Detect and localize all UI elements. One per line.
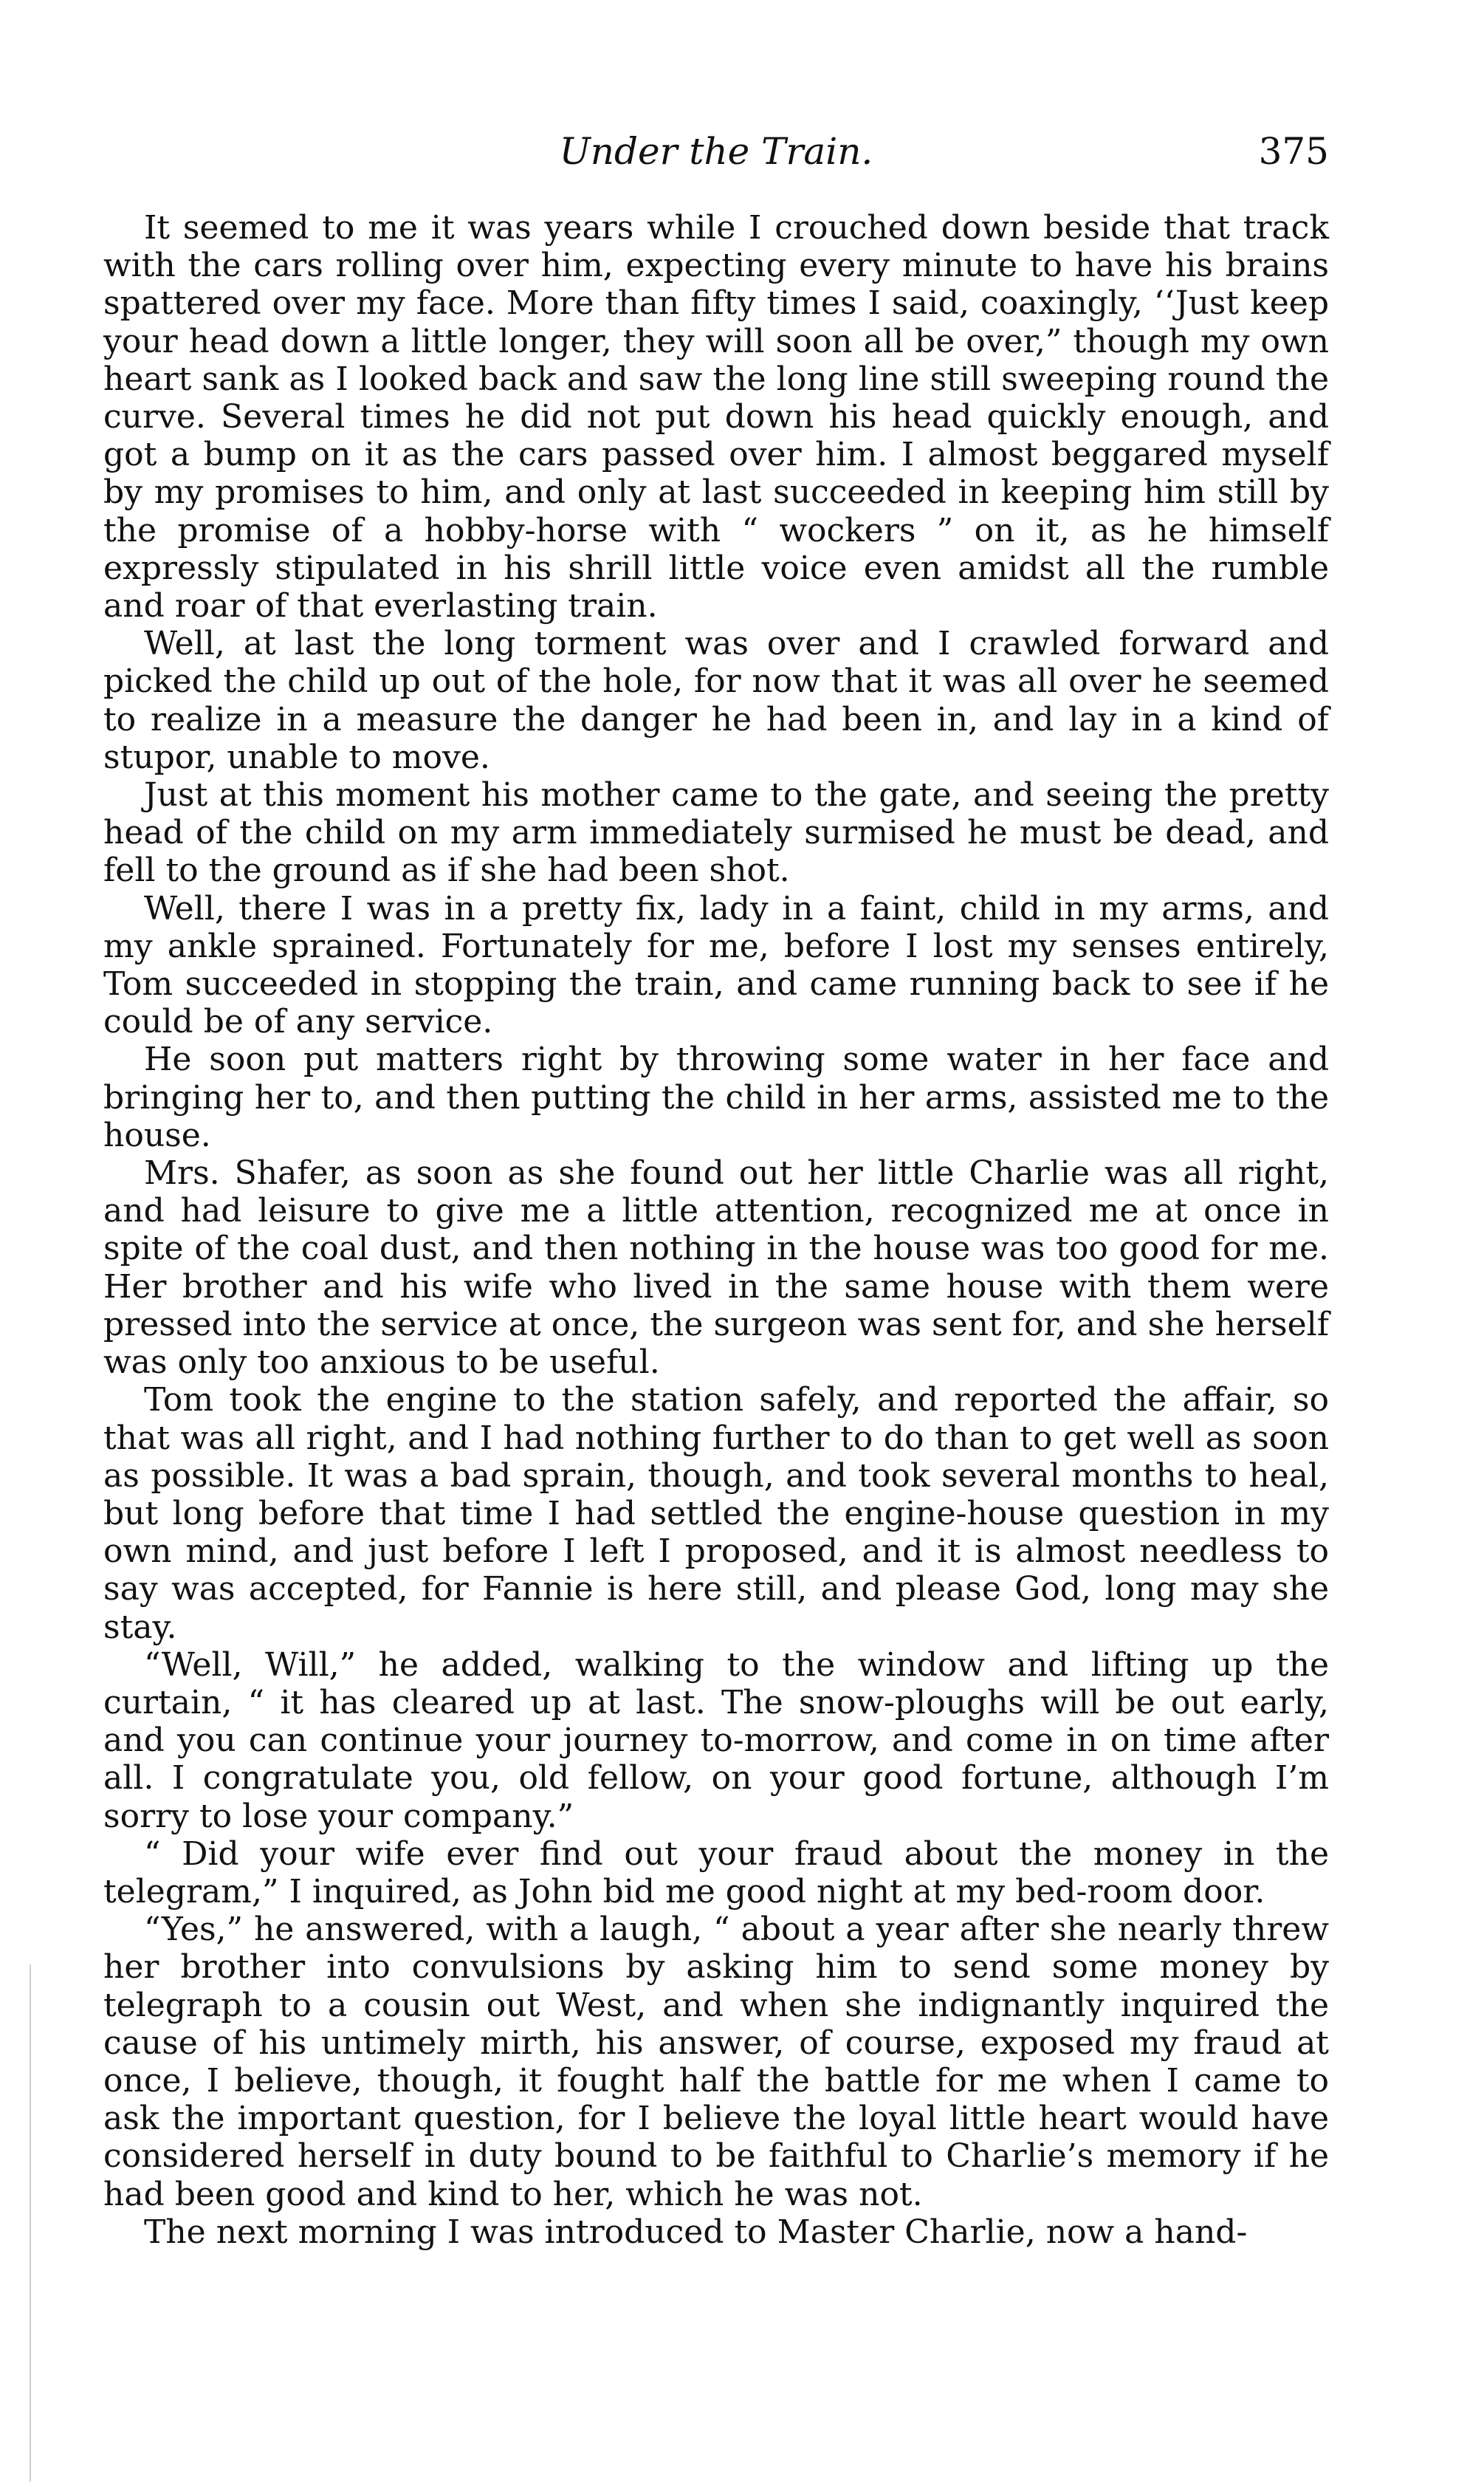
paragraph: He soon put matters right by throwing some water in her face and bringing her to, and then putting the child in her arms, assisted me to the house.	[103, 1041, 1329, 1154]
paragraph: Well, at last the long torment was over and I crawled forward and picked the child up out of the hole, for now that it was all over he seemed to realize in a measure the danger he had been in, and lay in a kind of stupor, unable to move.	[103, 625, 1329, 776]
paragraph: “Well, Will,” he added, walking to the window and lifting up the curtain, “ it has cleared up at last. The snow-ploughs will be out early, and you can continue your journey to-morrow, and come in on time after all. I congratulate you, old fellow, on your good fortune, although I’m sorry to lose your company.”	[103, 1645, 1329, 1835]
paragraph: “Yes,” he answered, with a laugh, “ about a year after she nearly threw her brother into convulsions by asking him to send some money by telegraph to a cousin out West, and when she indignantly inquired the cause of his untimely mirth, his answer, of course, exposed my fraud at once, I believe, though, it fought half the battle for me when I came to ask the important question, for I believe the loyal little heart would have considered herself in duty bound to be faithful to Charlie’s memory if he had been good and kind to her, which he was not.	[103, 1911, 1329, 2213]
binding-gutter-line	[30, 1964, 31, 2481]
paragraph: “ Did your wife ever find out your fraud about the money in the telegram,” I inquired, as John bid me good night at my bed-room door.	[103, 1834, 1329, 1911]
page-number: 375	[1258, 130, 1329, 173]
running-head	[103, 126, 1329, 185]
paragraph: Tom took the engine to the station safely, and reported the affair, so that was all right, and I had nothing further to do than to get well as soon as possible. It was a bad sprain, though, and took several months to heal, but long before that time I had settled the engine-house question in my own mind, and just before I left I proposed, and it is almost needless to say was accepted, for Fannie is here still, and please God, long may she stay.	[103, 1381, 1329, 1646]
running-title: Under the Train.	[559, 130, 873, 173]
paragraph: Mrs. Shafer, as soon as she found out her little Charlie was all right, and had leisure to give me a little attention, recognized me at once in spite of the coal dust, and then nothing in the house was too good for me. Her brother and his wife who lived in the same house with them were pressed into the service at once, the surgeon was sent for, and she herself was only too anxious to be useful.	[103, 1154, 1329, 1382]
paragraph: Well, there I was in a pretty fix, lady in a faint, child in my arms, and my ankle sprained. Fortunately for me, before I lost my senses entirely, Tom succeeded in stopping the train, and came running back to see if he could be of any service.	[103, 889, 1329, 1041]
paragraph: Just at this moment his mother came to the gate, and seeing the pretty head of the child on my arm immediately surmised he must be dead, and fell to the ground as if she had been shot.	[103, 776, 1329, 890]
paragraph: It seemed to me it was years while I crouched down beside that track with the cars rolling over him, expecting every minute to have his brains spattered over my face. More than fifty times I said, coaxingly, ‘‘Just keep your head down a little longer, they will soon all be over,” though my own heart sank as I looked back and saw the long line still sweeping round the curve. Several times he did not put down his head quickly enough, and got a bump on it as the cars passed over him. I almost beggared myself by my promises to him, and only at last succeeded in keeping him still by the promise of a hobby-horse with “ wockers ” on it, as he himself expressly stipulated in his shrill little voice even amidst all the rumble and roar of that everlasting train.	[103, 209, 1329, 626]
body-text	[103, 209, 1329, 2251]
paragraph: The next morning I was introduced to Master Charlie, now a hand-	[144, 2213, 1248, 2251]
